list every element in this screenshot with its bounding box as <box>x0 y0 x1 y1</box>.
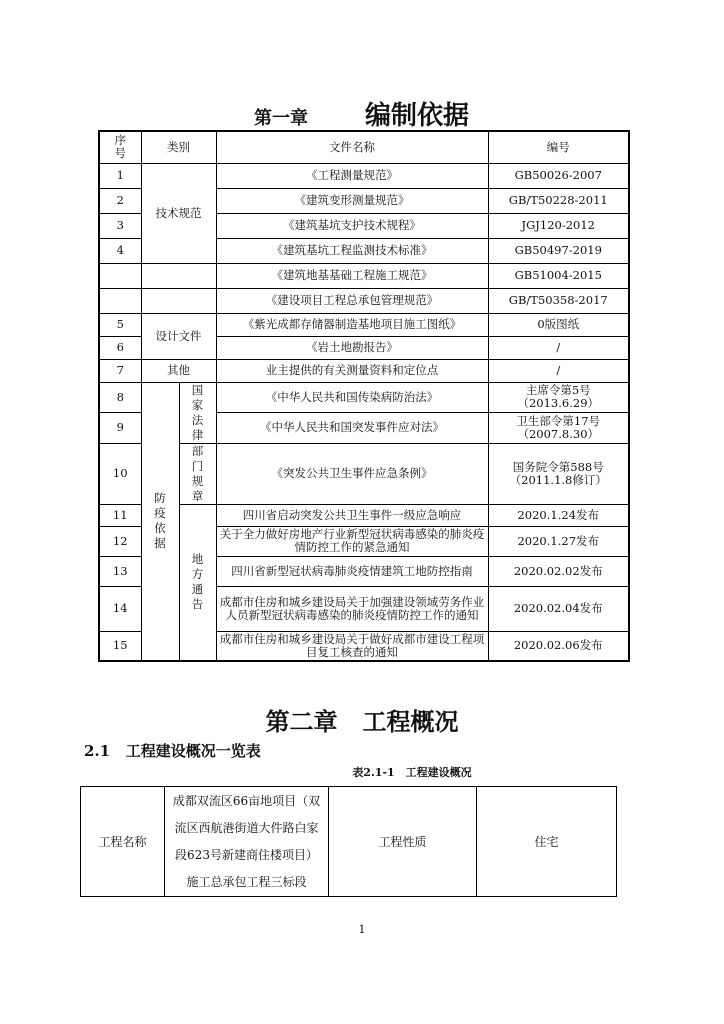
row-name: 成都市住房和城乡建设局关于做好成都市建设工程项目复工核查的通知 <box>216 631 488 661</box>
header-category: 类别 <box>141 131 216 163</box>
chapter2-heading <box>0 702 724 737</box>
header-seq: 序号 <box>99 131 141 163</box>
chapter2-number: 第二章 <box>265 707 338 736</box>
table-row <box>81 787 617 897</box>
table-row <box>99 263 629 288</box>
row-code: GB51004-2015 <box>488 263 629 288</box>
row-name: 《建筑变形测量规范》 <box>216 188 488 213</box>
label-project-nature: 工程性质 <box>329 787 477 897</box>
section-heading <box>84 740 261 761</box>
row-name: 《工程测量规范》 <box>216 163 488 188</box>
category-tech: 技术规范 <box>141 163 216 263</box>
row-seq: 3 <box>99 213 141 238</box>
row-code: GB50026-2007 <box>488 163 629 188</box>
project-name: 成都双流区66亩地项目（双 流区西航港街道大件路白家 段623号新建商住楼项目） 施工总承包工程三标段 <box>165 787 329 897</box>
chapter2-title: 工程概况 <box>362 707 459 736</box>
project-nature: 住宅 <box>477 787 617 897</box>
category-epidemic: 防疫依据 <box>141 382 179 661</box>
row-seq <box>99 263 141 288</box>
row-seq: 15 <box>99 631 141 661</box>
row-name: 《突发公共卫生事件应急条例》 <box>216 443 488 504</box>
chapter1-number: 第一章 <box>254 108 308 129</box>
category-empty <box>141 263 216 288</box>
table-header-row <box>99 131 629 163</box>
subcategory-national-law: 国家法律 <box>179 382 216 443</box>
basis-table <box>98 130 630 662</box>
row-seq: 13 <box>99 556 141 586</box>
row-code: 主席令第5号（2013.6.29） <box>488 382 629 413</box>
row-name: 关于全力做好房地产行业新型冠状病毒感染的肺炎疫情防控工作的紧急通知 <box>216 526 488 556</box>
header-code: 编号 <box>488 131 629 163</box>
row-seq: 2 <box>99 188 141 213</box>
table-row <box>99 163 629 188</box>
row-seq: 10 <box>99 443 141 504</box>
row-name: 《中华人民共和国突发事件应对法》 <box>216 413 488 444</box>
row-name: 成都市住房和城乡建设局关于加强建设领域劳务作业人员新型冠状病毒感染的肺炎疫情防控工作的通知 <box>216 586 488 631</box>
table-caption: 表2.1-1 工程建设概况 <box>352 766 472 779</box>
row-code: GB50497-2019 <box>488 238 629 263</box>
row-seq: 8 <box>99 382 141 413</box>
row-seq: 12 <box>99 526 141 556</box>
table-row <box>99 504 629 526</box>
subcategory-local-notice: 地方通告 <box>179 504 216 661</box>
table-row <box>99 443 629 504</box>
table-row <box>99 359 629 382</box>
row-code: 2020.02.06发布 <box>488 631 629 661</box>
row-name: 《中华人民共和国传染病防治法》 <box>216 382 488 413</box>
row-seq: 9 <box>99 413 141 444</box>
table-row <box>99 288 629 313</box>
row-seq: 1 <box>99 163 141 188</box>
row-seq: 14 <box>99 586 141 631</box>
row-code: 2020.02.04发布 <box>488 586 629 631</box>
row-code: 0版图纸 <box>488 313 629 336</box>
page-number: 1 <box>358 923 366 936</box>
row-name: 《建设项目工程总承包管理规范》 <box>216 288 488 313</box>
row-name: 四川省启动突发公共卫生事件一级应急响应 <box>216 504 488 526</box>
row-name: 四川省新型冠状病毒肺炎疫情建筑工地防控指南 <box>216 556 488 586</box>
section-title: 工程建设概况一览表 <box>125 742 261 760</box>
header-file-name: 文件名称 <box>216 131 488 163</box>
row-code: 2020.02.02发布 <box>488 556 629 586</box>
overview-table <box>80 786 617 897</box>
row-seq: 5 <box>99 313 141 336</box>
row-code: JGJ120-2012 <box>488 213 629 238</box>
row-seq: 11 <box>99 504 141 526</box>
row-name: 《紫光成都存储器制造基地项目施工图纸》 <box>216 313 488 336</box>
category-design: 设计文件 <box>141 313 216 359</box>
row-seq: 7 <box>99 359 141 382</box>
section-number: 2.1 <box>84 742 111 760</box>
table-row <box>99 382 629 413</box>
row-code: / <box>488 336 629 359</box>
row-code: 国务院令第588号（2011.1.8修订） <box>488 443 629 504</box>
chapter1-title: 编制依据 <box>365 101 470 131</box>
row-name: 《岩土地勘报告》 <box>216 336 488 359</box>
row-code: GB/T50358-2017 <box>488 288 629 313</box>
row-name: 《建筑基坑支护技术规程》 <box>216 213 488 238</box>
table-row <box>99 313 629 336</box>
row-name: 《建筑地基基础工程施工规范》 <box>216 263 488 288</box>
row-name: 《建筑基坑工程监测技术标准》 <box>216 238 488 263</box>
row-name: 业主提供的有关测量资料和定位点 <box>216 359 488 382</box>
row-seq: 6 <box>99 336 141 359</box>
row-code: 卫生部令第17号（2007.8.30） <box>488 413 629 444</box>
row-code: 2020.1.24发布 <box>488 504 629 526</box>
label-project-name: 工程名称 <box>81 787 165 897</box>
subcategory-dept-rule: 部门规章 <box>179 443 216 504</box>
row-code: 2020.1.27发布 <box>488 526 629 556</box>
row-seq <box>99 288 141 313</box>
row-seq: 4 <box>99 238 141 263</box>
row-code: / <box>488 359 629 382</box>
category-other: 其他 <box>141 359 216 382</box>
row-code: GB/T50228-2011 <box>488 188 629 213</box>
category-empty <box>141 288 216 313</box>
